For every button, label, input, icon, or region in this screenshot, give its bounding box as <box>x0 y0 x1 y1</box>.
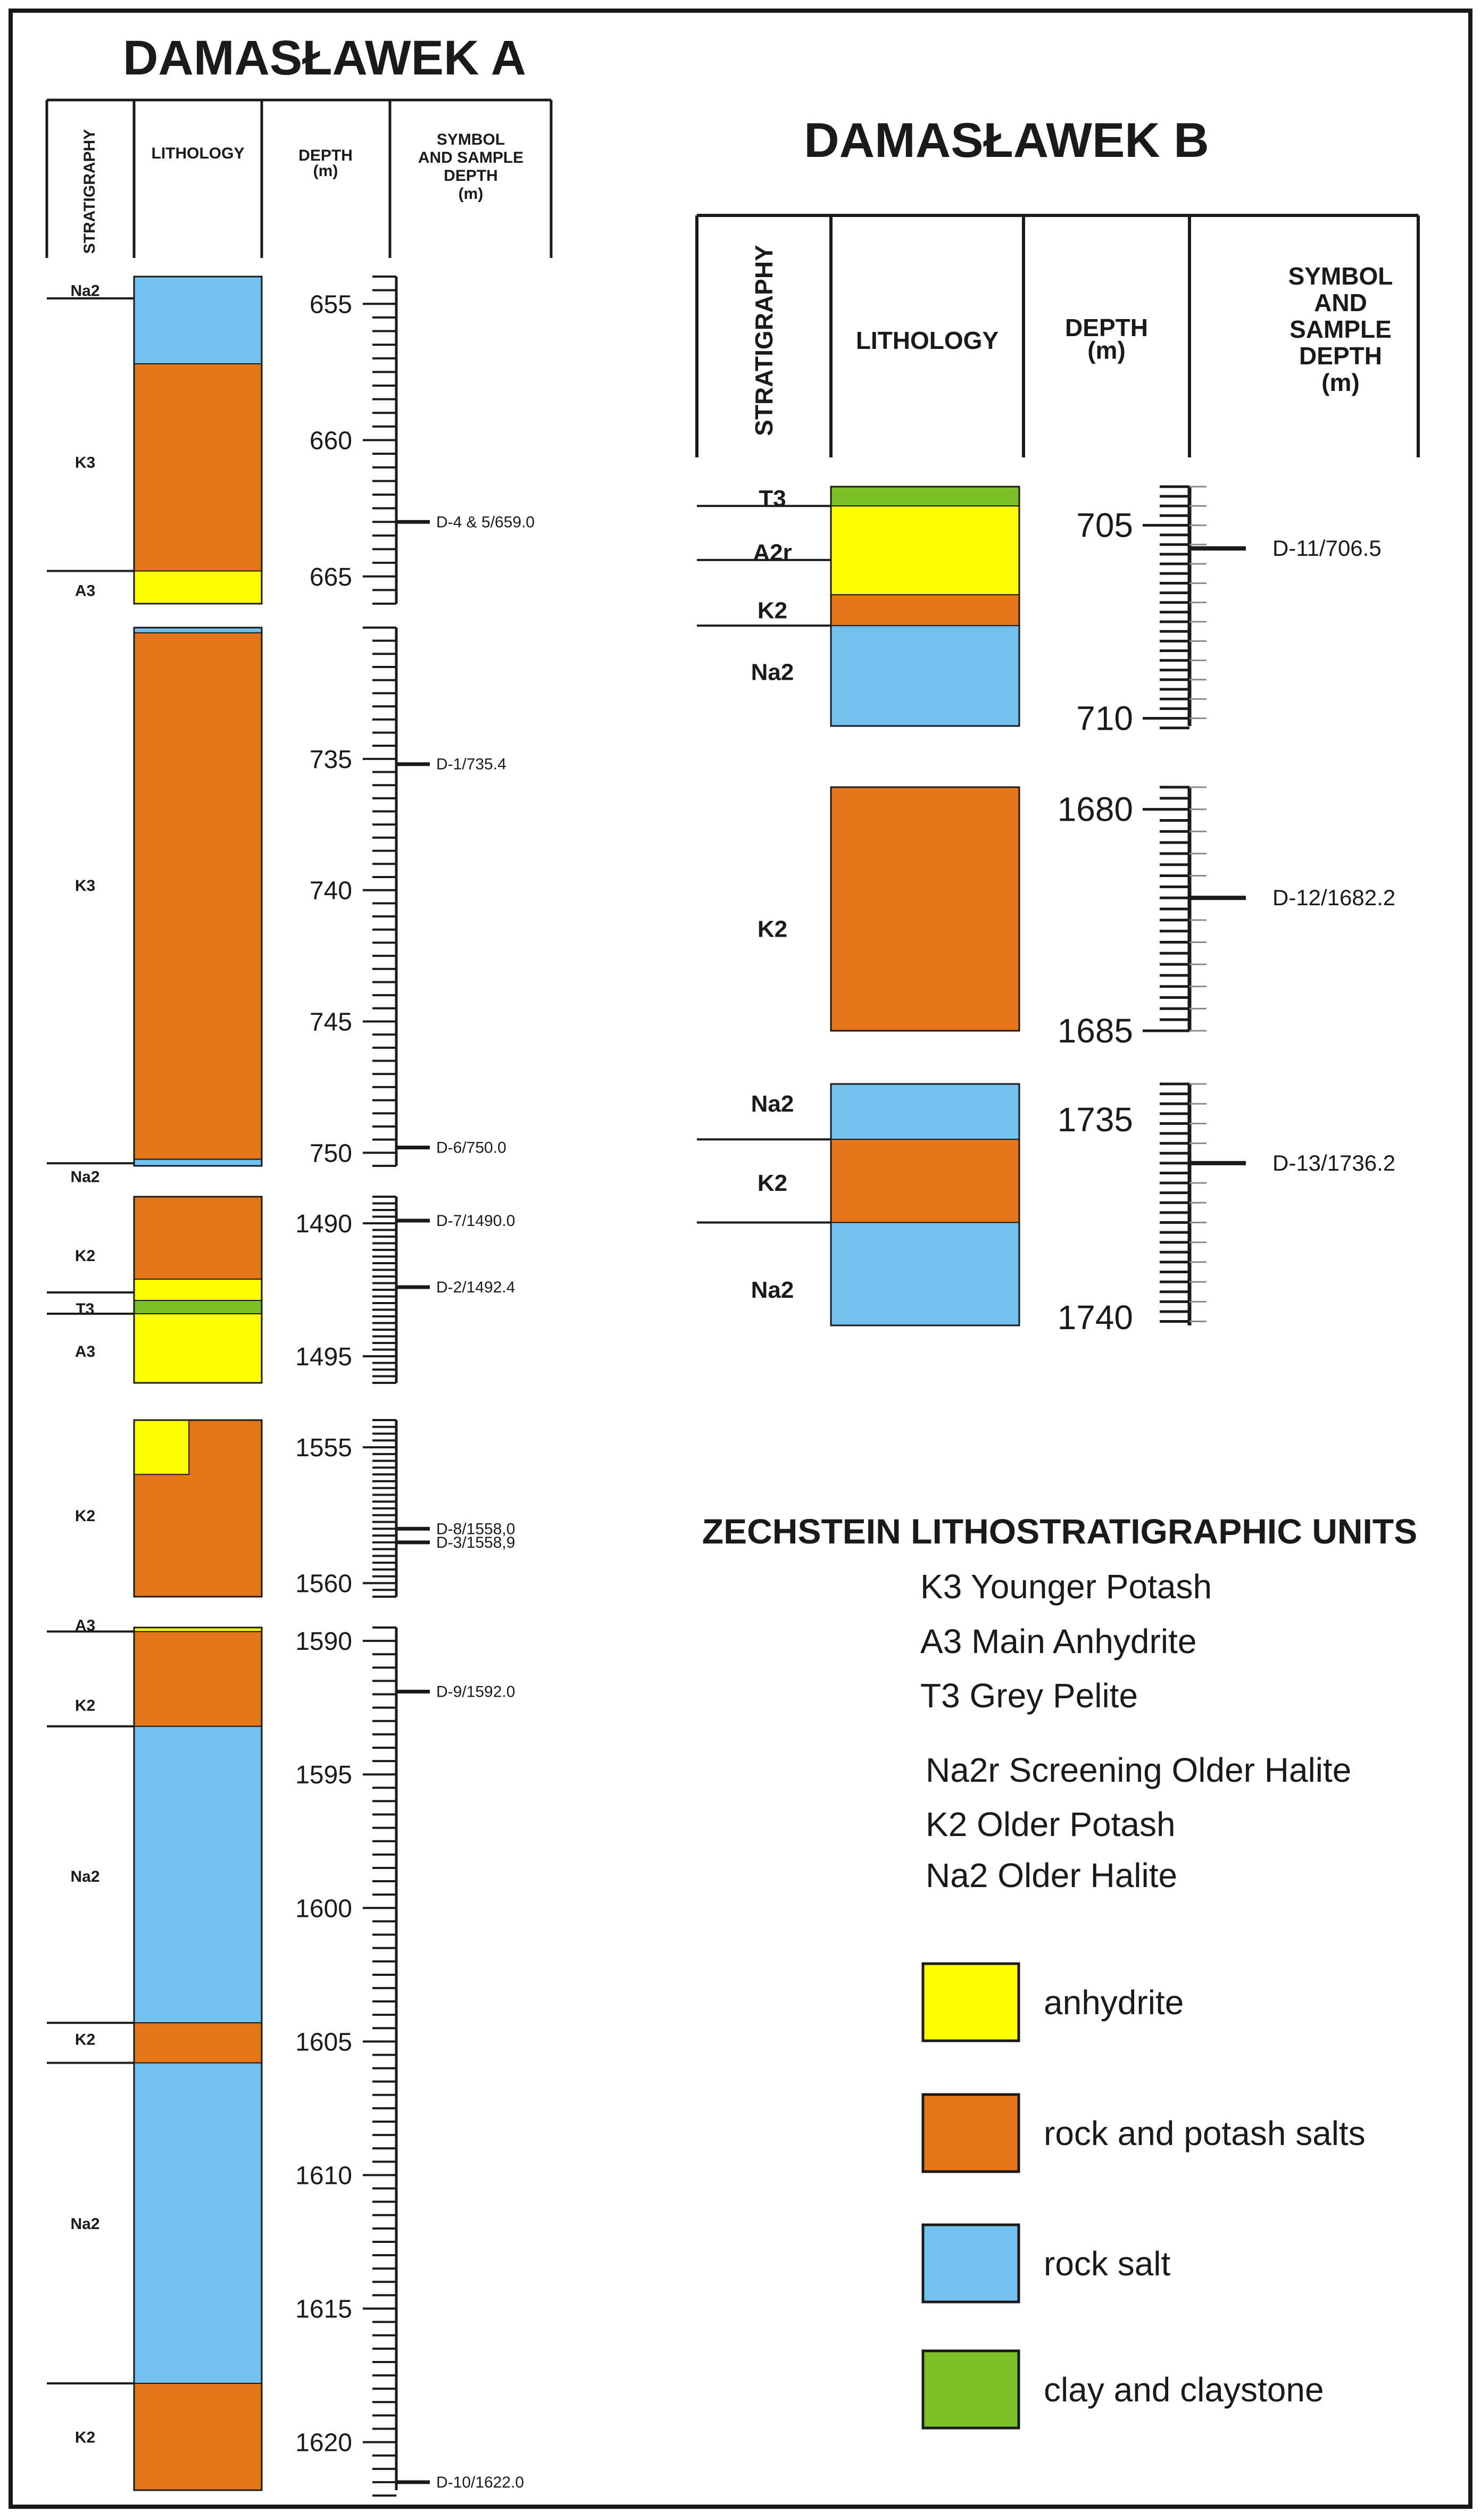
a-seg4-strat-a3-0: A3 <box>74 1616 96 1634</box>
a-seg4-depth-label-1620: 1620 <box>295 2429 352 2457</box>
a-seg4-strat-k2-1: K2 <box>74 1697 96 1715</box>
a-seg4-layer-5 <box>134 2383 262 2490</box>
legend-swatch-rock-salt <box>923 2225 1019 2302</box>
a-seg0-depth-label-660: 660 <box>309 427 352 455</box>
b-seg1-depth-label-1680: 1680 <box>1057 790 1133 829</box>
a-seg4-sample-label-1: D-10/1622.0 <box>436 2473 525 2491</box>
b-header-symbol-line-4: (m) <box>1321 369 1360 396</box>
a-seg2-layer-3 <box>134 1314 262 1383</box>
a-seg2-layer-2 <box>134 1300 262 1314</box>
a-seg1-depth-label-745: 745 <box>309 1008 352 1037</box>
a-seg0-sample-label-0: D-4 & 5/659.0 <box>436 513 535 531</box>
b-seg1-sample-label-0: D-12/1682.2 <box>1272 885 1396 911</box>
legend-swatch-anhydrite <box>923 1964 1019 2041</box>
a-seg0-depth-label-655: 655 <box>309 290 352 319</box>
b-seg0-sample-label-0: D-11/706.5 <box>1272 536 1382 561</box>
a-seg4-strat-k2-5: K2 <box>74 2429 96 2447</box>
a-seg1-strat-na2-1: Na2 <box>70 1168 100 1186</box>
a-seg4-depth-label-1605: 1605 <box>295 2028 352 2057</box>
a-seg0-layer-0 <box>134 277 262 364</box>
legend-swatch-clay <box>923 2351 1019 2428</box>
b-seg2-strat-na2-0: Na2 <box>751 1091 794 1117</box>
column-b-title: DAMASŁAWEK B <box>804 113 1209 168</box>
a-seg3-sample-label-0: D-8/1558,0 <box>436 1520 515 1538</box>
b-seg1-strat-k2-0: K2 <box>757 916 788 942</box>
b-seg0-strat-na2-3: Na2 <box>751 659 794 686</box>
a-seg1-layer-2 <box>134 1159 262 1166</box>
a-header-depth: DEPTH <box>298 147 353 164</box>
b-seg2-layer-1 <box>831 1139 1019 1222</box>
legend-label-rock-potash: rock and potash salts <box>1044 2114 1366 2152</box>
a-seg2-depth-label-1495: 1495 <box>295 1343 352 1371</box>
a-seg4-layer-1 <box>134 1632 262 1726</box>
a-header-symbol-line-3: (m) <box>458 185 484 203</box>
a-seg4-strat-na2-4: Na2 <box>70 2215 100 2233</box>
b-seg0-layer-2 <box>831 595 1019 625</box>
a-seg1-sample-label-0: D-1/735.4 <box>436 755 506 773</box>
legend-unit-na2: Na2 Older Halite <box>926 1856 1178 1895</box>
legend-unit-a3: A3 Main Anhydrite <box>920 1622 1197 1660</box>
a-seg2-layer-0 <box>134 1197 262 1279</box>
a-seg3-depth-label-1555: 1555 <box>295 1434 352 1463</box>
a-seg2-depth-label-1490: 1490 <box>295 1210 352 1238</box>
a-seg2-layer-1 <box>134 1279 262 1300</box>
b-header-symbol-line-2: SAMPLE <box>1289 315 1392 343</box>
a-seg0-layer-2 <box>134 571 262 604</box>
a-header-symbol-line-2: DEPTH <box>444 167 498 185</box>
a-seg2-sample-label-1: D-2/1492.4 <box>436 1279 515 1296</box>
b-seg2-layer-2 <box>831 1222 1019 1325</box>
column-a-title: DAMASŁAWEK A <box>122 31 527 85</box>
legend-unit-na2r: Na2r Screening Older Halite <box>926 1751 1352 1789</box>
b-seg2-depth-label-1735: 1735 <box>1057 1100 1133 1139</box>
b-header-stratigraphy: STRATIGRAPHY <box>750 245 778 436</box>
legend-swatch-rock-potash <box>923 2095 1019 2172</box>
a-seg1-strat-k3-0: K3 <box>74 877 96 895</box>
a-header-stratigraphy: STRATIGRAPHY <box>81 129 98 254</box>
a-seg2-sample-label-0: D-7/1490.0 <box>436 1212 515 1230</box>
b-seg1-depth-label-1685: 1685 <box>1057 1012 1133 1050</box>
b-seg0-strat-k2-2: K2 <box>757 597 788 624</box>
a-seg1-layer-1 <box>134 633 262 1159</box>
a-seg1-depth-label-735: 735 <box>309 745 352 774</box>
b-seg0-strat-a2r-1: A2r <box>753 539 792 566</box>
b-seg2-sample-label-0: D-13/1736.2 <box>1272 1150 1396 1175</box>
b-seg0-depth-label-710: 710 <box>1076 699 1133 738</box>
a-seg0-strat-a3-2: A3 <box>74 582 96 600</box>
b-header-symbol-line-0: SYMBOL <box>1288 262 1393 290</box>
a-seg4-strat-na2-2: Na2 <box>70 1868 100 1886</box>
a-seg4-layer-2 <box>134 1726 262 2023</box>
a-header-symbol-line-0: SYMBOL <box>436 131 505 148</box>
a-seg4-depth-label-1600: 1600 <box>295 1895 352 1923</box>
legend-unit-t3: T3 Grey Pelite <box>920 1676 1138 1715</box>
legend-label-rock-salt: rock salt <box>1044 2244 1171 2283</box>
legend-unit-k2: K2 Older Potash <box>926 1805 1176 1843</box>
a-seg0-strat-k3-1: K3 <box>74 454 96 472</box>
b-seg2-depth-label-1740: 1740 <box>1057 1298 1133 1337</box>
a-seg3-strat-k2-0: K2 <box>74 1507 96 1525</box>
a-seg4-depth-label-1590: 1590 <box>295 1628 352 1656</box>
b-header-symbol-line-1: AND <box>1314 289 1367 316</box>
b-seg0-layer-1 <box>831 506 1019 595</box>
a-seg1-depth-label-750: 750 <box>309 1139 352 1168</box>
a-seg4-layer-4 <box>134 2063 262 2384</box>
a-seg1-depth-label-740: 740 <box>309 877 352 905</box>
legend-title: ZECHSTEIN LITHOSTRATIGRAPHIC UNITS <box>702 1512 1418 1551</box>
b-seg0-layer-3 <box>831 625 1019 726</box>
b-seg0-depth-label-705: 705 <box>1076 506 1133 545</box>
a-seg0-depth-label-665: 665 <box>309 563 352 591</box>
b-seg2-strat-na2-2: Na2 <box>751 1277 794 1304</box>
a-seg1-sample-label-1: D-6/750.0 <box>436 1139 506 1157</box>
a-seg4-depth-label-1595: 1595 <box>295 1761 352 1790</box>
legend-unit-k3: K3 Younger Potash <box>920 1567 1212 1606</box>
b-header-lithology: LITHOLOGY <box>855 327 999 354</box>
a-seg3-sample-label-1: D-3/1558,9 <box>436 1533 515 1551</box>
b-header-depth-unit: (m) <box>1087 336 1126 364</box>
a-header-symbol-line-1: AND SAMPLE <box>418 149 524 166</box>
b-header-symbol-line-3: DEPTH <box>1299 342 1382 370</box>
a-seg4-layer-3 <box>134 2023 262 2063</box>
a-seg4-strat-k2-3: K2 <box>74 2031 96 2049</box>
a-seg0-strat-na2-0: Na2 <box>70 282 100 300</box>
b-header-depth: DEPTH <box>1065 314 1148 341</box>
a-seg4-sample-label-0: D-9/1592.0 <box>436 1683 515 1701</box>
a-seg2-strat-a3-2: A3 <box>74 1343 96 1361</box>
a-seg3-depth-label-1560: 1560 <box>295 1570 352 1598</box>
a-seg3-inset-layer <box>134 1420 189 1474</box>
a-header-depth-unit: (m) <box>313 162 338 180</box>
b-seg2-layer-0 <box>831 1084 1019 1139</box>
a-seg4-depth-label-1610: 1610 <box>295 2162 352 2190</box>
b-seg2-strat-k2-1: K2 <box>757 1170 788 1197</box>
a-seg2-strat-t3-1: T3 <box>76 1300 95 1318</box>
a-seg0-layer-1 <box>134 364 262 571</box>
b-seg0-layer-0 <box>831 487 1019 506</box>
a-seg2-strat-k2-0: K2 <box>74 1247 96 1265</box>
legend-label-anhydrite: anhydrite <box>1044 1983 1184 2022</box>
legend-label-clay: clay and claystone <box>1044 2371 1324 2409</box>
b-seg0-strat-t3-0: T3 <box>759 485 786 512</box>
b-seg1-layer-0 <box>831 787 1019 1031</box>
a-seg4-depth-label-1615: 1615 <box>295 2295 352 2324</box>
a-header-lithology: LITHOLOGY <box>151 145 245 162</box>
